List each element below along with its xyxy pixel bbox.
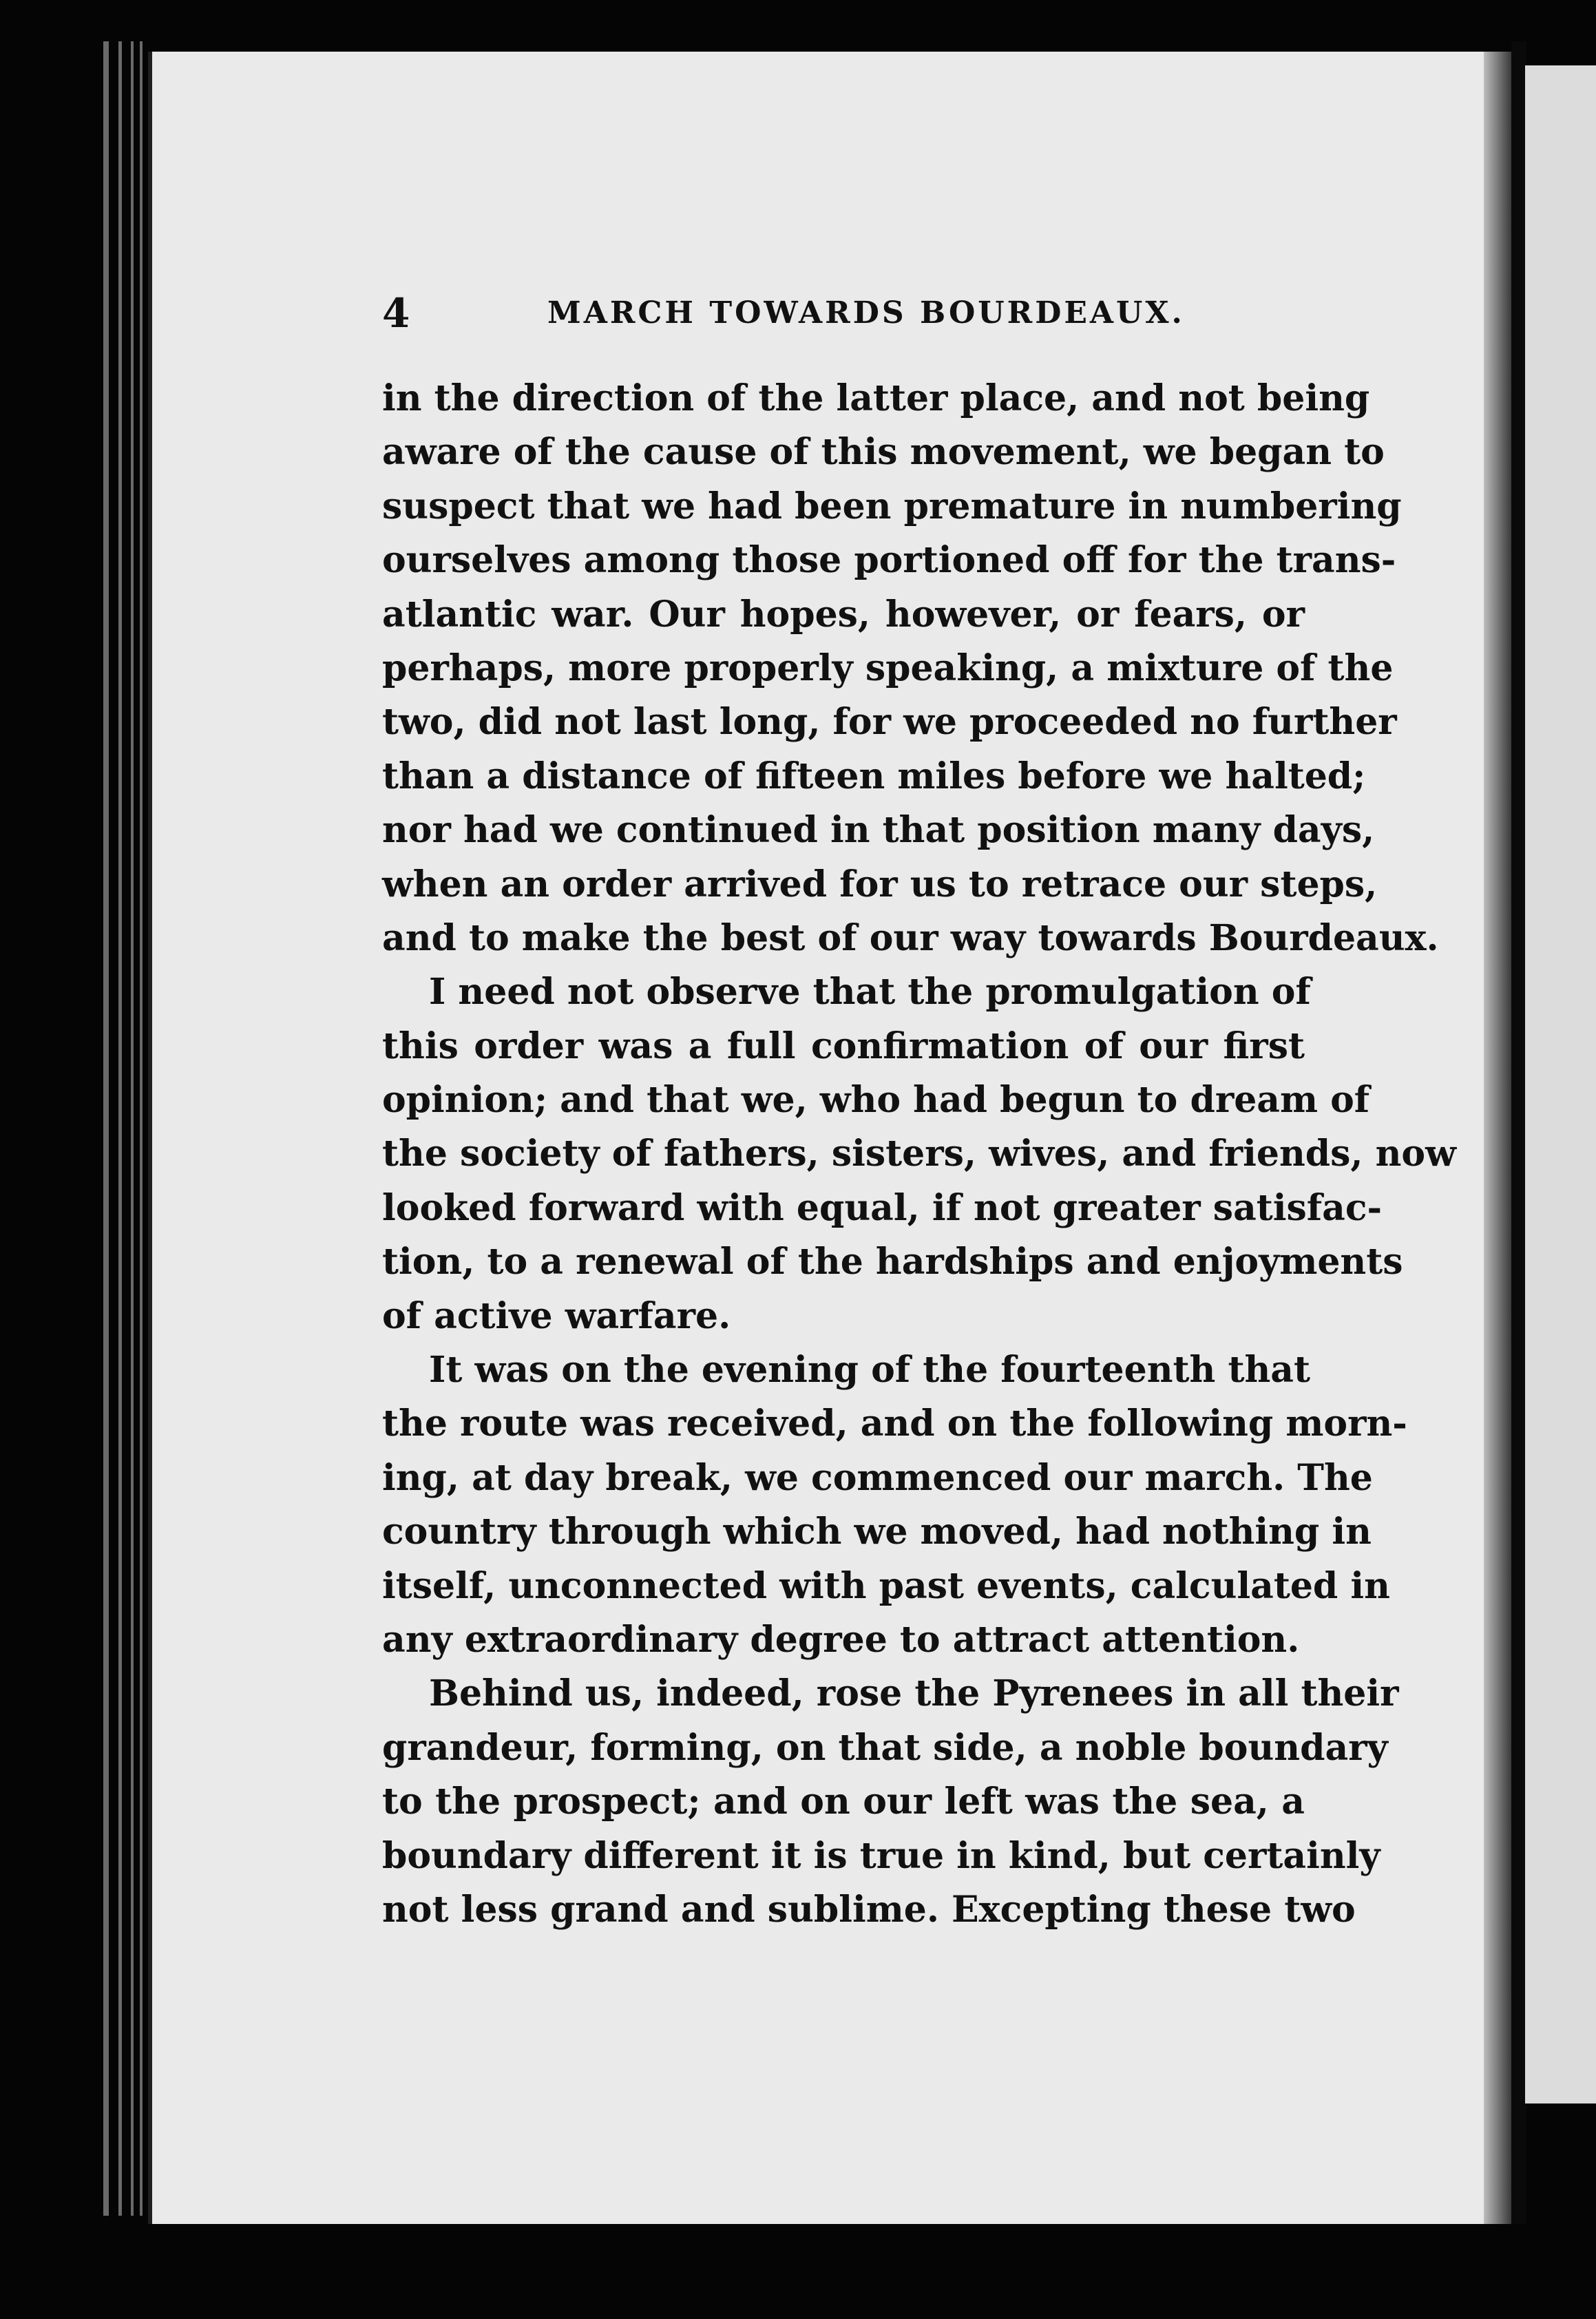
- page-edge-shadow: [1484, 52, 1511, 2224]
- text-line: tion, to a renewal of the hardships and enjoyments: [382, 1241, 1403, 1283]
- text-line: boundary different it is true in kind, but certainly: [382, 1834, 1380, 1877]
- binding-edge-line: [118, 41, 122, 2216]
- running-title: MARCH TOWARDS BOURDEAUX.: [547, 295, 1185, 330]
- binding-edge-line: [131, 41, 134, 2216]
- text-line: Behind us, indeed, rose the Pyrenees in all their: [429, 1672, 1399, 1715]
- text-line: atlantic war. Our hopes, however, or fears, or: [382, 593, 1305, 636]
- text-line: country through which we moved, had nothing in: [382, 1511, 1372, 1553]
- text-line: in the direction of the latter place, and not being: [382, 377, 1370, 419]
- text-line: two, did not last long, for we proceeded no further: [382, 701, 1397, 744]
- text-line: aware of the cause of this movement, we began to: [382, 431, 1385, 474]
- text-line: perhaps, more properly speaking, a mixture of the: [382, 647, 1394, 689]
- text-line: looked forward with equal, if not greater satisfac-: [382, 1186, 1383, 1229]
- text-line: the route was received, and on the following morn-: [382, 1403, 1407, 1445]
- text-line: I need not observe that the promulgation of: [429, 971, 1311, 1014]
- text-line: the society of fathers, sisters, wives, and friends, now: [382, 1133, 1456, 1175]
- text-line: than a distance of fifteen miles before we halted;: [382, 755, 1366, 797]
- text-line: not less grand and sublime. Excepting these two: [382, 1888, 1356, 1931]
- page-number: 4: [382, 290, 410, 337]
- text-line: nor had we continued in that position many days,: [382, 809, 1375, 852]
- text-line: ourselves among those portioned off for the trans-: [382, 539, 1396, 582]
- text-line: opinion; and that we, who had begun to dream of: [382, 1079, 1370, 1122]
- binding-edge-line: [140, 41, 143, 2216]
- text-line: itself, unconnected with past events, calculated in: [382, 1564, 1390, 1607]
- text-line: It was on the evening of the fourteenth that: [429, 1349, 1310, 1392]
- page-body-text: [382, 372, 1456, 1937]
- facing-page-gutter: [1511, 41, 1526, 2224]
- facing-page-edge: [1525, 65, 1596, 2103]
- text-line: and to make the best of our way towards Bourdeaux.: [382, 916, 1439, 959]
- binding-edge-line: [103, 41, 109, 2216]
- text-line: when an order arrived for us to retrace our steps,: [382, 863, 1378, 905]
- text-line: suspect that we had been premature in numbering: [382, 485, 1402, 527]
- page-header: [382, 286, 1185, 341]
- text-line: this order was a full confirmation of our first: [382, 1025, 1305, 1067]
- text-line: of active warfare.: [382, 1294, 731, 1337]
- text-line: to the prospect; and on our left was the sea, a: [382, 1781, 1305, 1823]
- text-line: grandeur, forming, on that side, a noble boundary: [382, 1726, 1388, 1769]
- text-line: any extraordinary degree to attract attention.: [382, 1618, 1300, 1661]
- text-line: ing, at day break, we commenced our march. The: [382, 1456, 1373, 1499]
